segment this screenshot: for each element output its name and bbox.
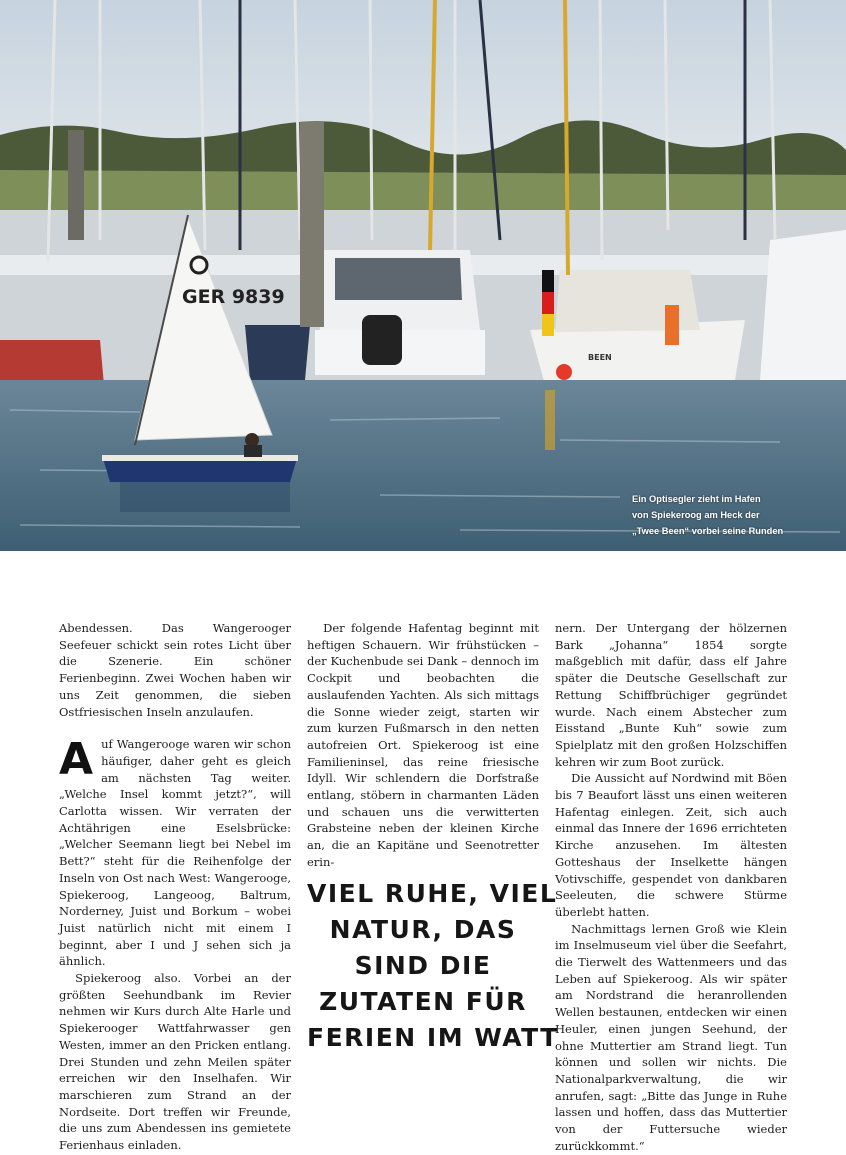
sail-number-text: GER 9839 <box>182 286 285 308</box>
article-column-1 <box>59 620 291 1154</box>
pull-quote-line: ZUTATEN FÜR <box>319 987 527 1016</box>
pull-quote <box>307 876 559 1056</box>
pull-quote-line: SIND DIE <box>354 951 492 980</box>
harbour-photo <box>0 0 846 551</box>
paragraph: Die Aussicht auf Nordwind mit Böen bis 7 Beaufort lässt uns einen weiteren Hafentag einlegen. Zeit, sich auch einmal das Innere der 1696 errichteten Kirche anzusehen. Im ältesten Gotteshaus der Inselkette hängen Votivschiffe, gespendet von dankbaren Seeleuten, die schwere Stürme überlebt hatten. <box>555 771 787 919</box>
pull-quote-line: NATUR, DAS <box>329 915 517 944</box>
paragraph: Abendessen. Das Wangerooger Seefeuer schickt sein rotes Licht über die Szenerie. Ein schöner Ferienbeginn. Zwei Wochen haben wir uns Zeit genommen, die sieben Ostfriesischen Inseln anzulaufen. <box>59 621 291 719</box>
paragraph-with-dropcap <box>59 736 291 970</box>
pull-quote-line: VIEL RUHE, VIEL <box>307 879 558 908</box>
harbour-illustration <box>0 0 846 551</box>
boat-name-text: BEEN <box>588 353 612 362</box>
article-column-3 <box>555 620 787 1155</box>
paragraph-gap <box>59 720 291 736</box>
photo-caption <box>632 491 832 539</box>
paragraph: Spiekeroog also. Vorbei an der größten Seehundbank im Revier nehmen wir Kurs durch Alte Harle und Spiekerooger Wattfahrwasser gen Westen, immer an den Pricken entlang. Drei Stunden und zehn Meilen später erreichen wir den Inselhafen. Wir marschieren zum Strand an der Nordseite. Dort treffen wir Freunde, die uns zum Abendessen ins gemietete Ferienhaus einladen. <box>59 971 291 1153</box>
paragraph-text: uf Wangerooge waren wir schon häufiger, daher geht es gleich am nächsten Tag weiter. „Welche Insel kommt jetzt?“, will Carlotta wissen. Wir verraten der Achtährigen eine Eselsbrücke: „Welcher Seemann liegt bei Nebel im Bett?“ steht für die Reihenfolge der Inseln von Ost nach West: Wangerooge, Spiekeroog, Langeoog, Baltrum, Norderney, Juist und Borkum – wobei Juist natürlich nicht mit einem I beginnt, aber I und J sehen sich ja ähnlich. <box>59 737 291 969</box>
caption-line: von Spiekeroog am Heck der <box>632 510 760 520</box>
paragraph: Nachmittags lernen Groß wie Klein im Inselmuseum viel über die Seefahrt, die Tierwelt des Wattenmeers und das Leben auf Spiekeroog. Als wir später am Nordstrand die heranrollenden Wellen bestaunen, entdecken wir einen Heuler, einen jungen Seehund, der ohne Muttertier am Strand liegt. Tun können und sollen wir nichts. Die Nationalparkverwaltung, die wir anrufen, sagt: „Bitte das Junge in Ruhe lassen und hoffen, dass das Muttertier von der Futtersuche wieder zurückkommt.“ <box>555 921 787 1153</box>
pull-quote-line: FERIEN IM WATT <box>307 1023 559 1052</box>
paragraph: Der folgende Hafentag beginnt mit heftigen Schauern. Wir frühstücken – der Kuchenbude sei Dank – dennoch im Cockpit und beobachten die auslaufenden Yachten. Als sich mittags die Sonne wieder zeigt, starten wir zum kurzen Fußmarsch in den netten autofreien Ort. Spiekeroog ist eine Familieninsel, das reine friesische Idyll. Wir schlendern die Dorfstraße entlang, stöbern in charmanten Läden und schauen uns die verwitterten Grabsteine neben der kleinen Kirche an, die an Kapitäne und Seenotretter erin- <box>307 621 539 869</box>
paragraph: nern. Der Untergang der hölzernen Bark „Johanna“ 1854 sorgte maßgeblich mit dafür, dass elf Jahre später die Deutsche Gesellschaft zur Rettung Schiffbrüchiger gegründet wurde. Nach einem Abstecher zum Eisstand „Bunte Kuh“ sowie zum Spielplatz mit den großen Holzschiffen kehren wir zum Boot zurück. <box>555 621 787 769</box>
dropcap-letter: A <box>59 734 94 786</box>
caption-line: „Twee Been“ vorbei seine Runden <box>632 526 784 536</box>
article-column-2 <box>307 620 539 871</box>
caption-line: Ein Optisegler zieht im Hafen <box>632 494 761 504</box>
